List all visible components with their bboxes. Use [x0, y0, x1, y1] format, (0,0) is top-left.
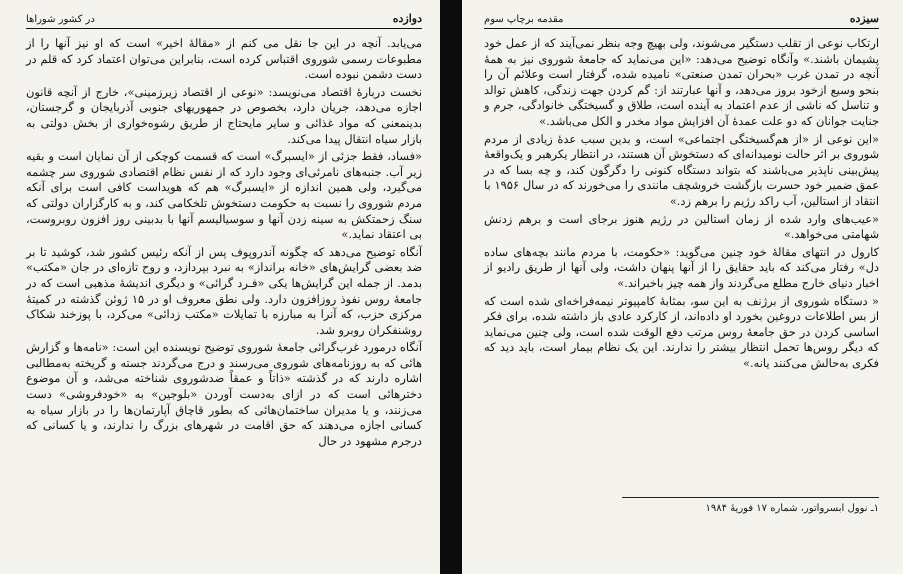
footnote: ۱ـ نوول ابسرواتور، شماره ۱۷ فوریهٔ ۱۹۸۴ — [705, 503, 879, 514]
right-page — [462, 0, 903, 574]
left-page-header — [26, 12, 422, 25]
footnote-rule — [622, 497, 879, 498]
header-rule — [26, 28, 422, 29]
paragraph: « دستگاه شوروی از برژنف به این سو، بمثابهٔ کامپیوتر نیمه‌فراخه‌ای شده است که از بس اطلاعات دروغین بخورد او داده‌اند، از کارکرد عادی باز داشته شده، برای فکر اساسی کردن در حق جامعهٔ روس مرتب دفع الوقت شده است، ولی چنین می‌نماید که دیگر روس‌ها تحمل انتظار بیشتر را ندارند. این یک نظام بیمار است، باید دید که فکری به‌حالش می‌کنند یانه.» — [484, 293, 879, 370]
header-rule — [484, 28, 879, 29]
right-page-header — [484, 12, 879, 25]
paragraph: آنگاه توضیح می‌دهد که چگونه آندروپوف پس از آنکه رئیس کشور شد، کوشید تا بر ضد بعضی گرایش‌های «خانه برانداز» به نبرد بپردازد، و روح تازه‌ای در جان «مکتب» بدمد. از جمله این گرایش‌ها یکی «فـرد گرائی» و دیگری اندیشهٔ مذهبی است که در جامعهٔ روس نفوذ روزافزون دارد. ولی نطق معروف او در ۱۵ ژوئن گذشته در کمیتهٔ مرکزی حزب، که آنرا به مبارزه با تمایلات «مکتب زدائی» می‌کرد، با پوزخند شکاک روشنفکران روبرو شد. — [26, 244, 422, 337]
page-number-title: دوازده — [392, 12, 422, 25]
paragraph: می‌یابد. آنچه در این جا نقل می کنم از «مقالهٔ اخیر» است که او نیز آنها را از مطبوعات رسمی شوروی اقتباس کرده است، بنابراین می‌توان اعتماد کرد که قلم در دست دشمن نبوده است. — [26, 36, 422, 82]
paragraph: «فساد، فقط جزئی از «ایسبرگ» است که قسمت کوچکی از آن نمایان است و بقیه زیر آب. جنبه‌های نامرئی‌ای وجود دارد که از نفس نظام اقتصادی شوروی سر چشمه می‌گیرد، ولی همین اندازه از «ایسبرگ» هم که هویداست کافی است برای آنکه مردم شوروی را نسبت به حکومت دستخوش تلخکامی کند، و به کارگزاران دولتی که سنگ زحمتکش به سینه زدن آنها و سوسیالیسم آنها با بدبینی روز افزون روبروست، بی اعتقاد نماید.» — [26, 149, 422, 242]
paragraph: کارول در انتهای مقالهٔ خود چنین می‌گوید: «حکومت، با مردم مانند بچه‌های ساده دل» رفتار می‌کند که باید حقایق را از آنها پنهان داشت، ولی آنها از طریق رادیو از اخبار دنیای خارج مطلع می‌گردند واز همه چیز باخبراند.» — [484, 244, 879, 290]
paragraph: نخست دربارهٔ اقتصاد می‌نویسد: «نوعی از اقتصاد زیرزمینی»، خارج از آنچه قانون اجازه می‌دهد، جریان دارد، بخصوص در جمهوریهای جنوبی آذربایجان و گرجستان، بدینمعنی که مواد غذائی و سایر مایحتاج از طریق رشوه‌خواری از بخش دولتی به بازار سیاه انتقال پیدا می‌کند. — [26, 84, 422, 146]
right-page-body — [484, 36, 879, 371]
page-gutter — [440, 0, 462, 574]
paragraph: «این نوعی از «از هم‌گسیختگی اجتماعی» است، و بدین سبب عدهٔ زیادی از مردم شوروی بر اثر حالت نومیدانه‌ای که دستخوش آن هستند، در انتظار یکرهبر و یک‌واقعهٔ پیش‌بینی ناپذیر می‌باشند که بتواند دستگاه کنونی را دگرگون کند، و چه بسا که در عمق ضمیر خود حسرت بازگشت خروشچف مانندی را می‌خورند که در سال ۱۹۵۶ با انتقاد از استالین، آب راکد رژیم را برهم زد.» — [484, 131, 880, 208]
running-header: در کشور شوراها — [26, 14, 95, 25]
left-page — [0, 0, 440, 574]
paragraph: «عیب‌های وارد شده از زمان استالین در رژیم هنوز برجای است و برهم زدنش شهامتی می‌خواهد.» — [484, 211, 879, 242]
running-header: مقدمه برچاپ سوم — [484, 14, 564, 25]
left-page-body — [26, 36, 422, 449]
paragraph: آنگاه درمورد غرب‌گرائی جامعهٔ شوروی توضیح نویسنده این است: «نامه‌ها و گزارش هائی که به روزنامه‌های شوروی می‌رسند و درج می‌گردند جسته و گریخته به‌مطالبی اشاره دارند که در گذشته «ذاتاً و عمقاً ضدشوروی شناخته می‌شد، و آن موضوع دخترهائی است که در ازای به‌دست آوردن «بلوجین» به «خودفروشی» دست می‌زنند، و یا مدیران ساختمان‌هائی که بطور قاچاق آپارتمان‌ها را در بازار سیاه به کسانی اجازه می‌دهند که حق اقامت در شهرهای بزرگ را ندارند، و یا کسانی که درجرم مشهود در حال — [26, 340, 422, 448]
paragraph: ارتکاب نوعی از تقلب دستگیر می‌شوند، ولی بهیچ وجه بنظر نمی‌آیند که از عمل خود پشیمان باشند.» وآنگاه توضیح می‌دهد: «این می‌نماید که جامعهٔ شوروی نیز به همهٔ آنچه در تمدن غرب «بحران تمدن صنعتی» نامیده شده، گرفتار است وعلائم آن را بنحو وسیع ازخود بروز می‌دهد، و آنها عبارتند از: گم کردن جهت زندگی، کاهش توالد و تناسل که ناشی از عدم اعتماد به آینده است، طلاق و گسیختگی خانوادگی، جرم و جنایت جوانان که دو علت عمدهٔ آن افزایش مواد مخدر و الکل می‌باشد.» — [484, 36, 879, 128]
page-number-title: سیزده — [849, 12, 879, 25]
